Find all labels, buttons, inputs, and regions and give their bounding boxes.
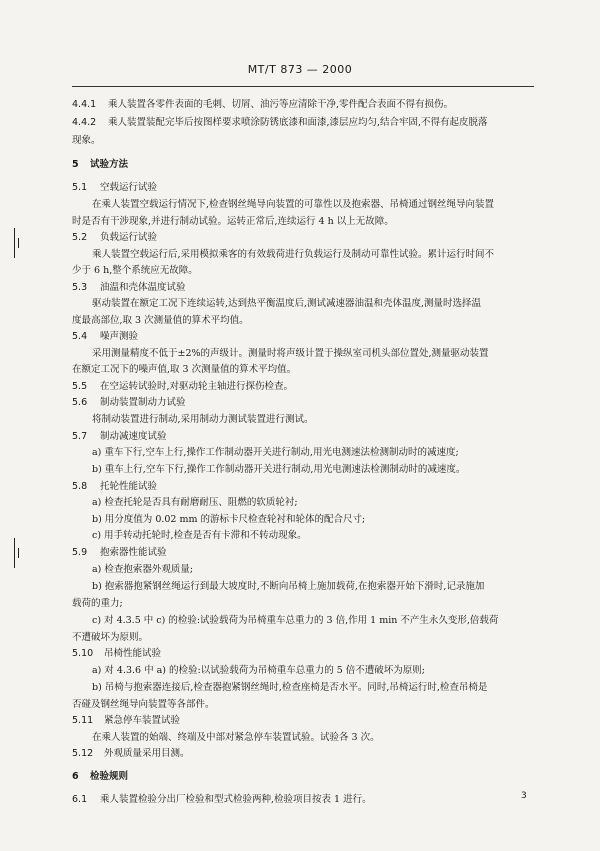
clause-number: 5.11 (72, 715, 94, 726)
line-text: 现象。 (72, 135, 101, 146)
clause-number: 5.10 (72, 648, 94, 659)
list-item: b) 抱索器抱紧钢丝绳运行到最大坡度时,不断向吊椅上施加载荷,在抱索器开始下滑时,记录施加 (92, 581, 485, 592)
line-text: 将制动装置进行制动,采用制动力测试装置进行测试。 (92, 414, 314, 425)
page-number: 3 (521, 791, 527, 801)
line-text: 乘人装置各零件表面的毛刺、切屑、油污等应清除干净,零件配合表面不得有损伤。 (108, 99, 454, 110)
list-item: c) 对 4.3.5 中 c) 的检验:试验载荷为吊椅重车总重力的 3 倍,作用 1 min 不产生永久变形,倍载荷 (92, 615, 499, 626)
line-text: 在乘人装置空载运行情况下,检查钢丝绳导向装置的可靠性以及抱索器、吊椅通过钢丝绳导向装置 (92, 199, 495, 210)
section-number: 5 (72, 159, 79, 170)
line-text: 少于 6 h,整个系统应无故障。 (72, 265, 198, 276)
clause-title: 托轮性能试验 (100, 481, 158, 492)
clause-number: 5.1 (72, 182, 88, 193)
change-bar-mark (14, 228, 21, 258)
line-text: 乘人装置空载运行后,采用模拟乘客的有效载荷进行负载运行及制动可靠性试验。累计运行时间不 (92, 249, 495, 260)
header-rule (72, 86, 534, 87)
section-title: 试验方法 (90, 159, 129, 170)
line-text: 载荷的重力; (72, 598, 123, 609)
list-item: b) 用分度值为 0.02 mm 的游标卡尺检查轮衬和轮体的配合尺寸; (92, 514, 366, 525)
change-bar-mark (14, 538, 21, 568)
clause-number: 5.2 (72, 232, 88, 243)
list-item: b) 重车上行,空车下行,操作工作制动器开关进行制动,用光电测速法检测制动时的减速度。 (92, 464, 466, 475)
line-text: 不遭破坏为原则。 (72, 632, 149, 643)
line-text: 在空运转试验时,对驱动轮主轴进行探伤检查。 (100, 381, 294, 392)
clause-number: 5.9 (72, 547, 88, 558)
clause-title: 吊椅性能试验 (104, 648, 162, 659)
section-title: 检验规则 (90, 771, 129, 782)
line-text: 时是否有干涉现象,并进行制动试验。运转正常后,连续运行 4 h 以上无故障。 (72, 216, 394, 227)
clause-title: 制动装置制动力试验 (100, 397, 186, 408)
line-text: 乘人装置检验分出厂检验和型式检验两种,检验项目按表 1 进行。 (100, 794, 372, 805)
list-item: a) 检查抱索器外观质量; (92, 564, 194, 575)
line-text: 驱动装置在额定工况下连续运转,达到热平衡温度后,测试减速器油温和壳体温度,测量时选择温 (92, 298, 482, 309)
clause-number: 4.4.1 (72, 99, 97, 110)
clause-title: 紧急停车装置试验 (104, 715, 181, 726)
line-text: 采用测量精度不低于±2%的声级计。测量时将声级计置于操纵室司机头部位置处,测量驱动装置 (92, 348, 489, 359)
list-item: a) 重车下行,空车上行,操作工作制动器开关进行制动,用光电测速法检测制动时的减速度; (92, 447, 459, 458)
line-text: 否碰及钢丝绳导向装置等各部件。 (72, 699, 215, 710)
clause-number: 4.4.2 (72, 117, 97, 128)
clause-number: 5.12 (72, 748, 94, 759)
list-item: c) 用手转动托轮时,检查是否有卡滞和不转动现象。 (92, 530, 307, 541)
line-text: 外观质量采用目测。 (104, 748, 190, 759)
list-item: a) 对 4.3.6 中 a) 的检验:以试验载荷为吊椅重车总重力的 5 倍不遭破坏为原则; (92, 665, 425, 676)
clause-number: 5.5 (72, 381, 88, 392)
line-text: 在乘人装置的始端、终端及中部对紧急停车装置试验。试验各 3 次。 (92, 732, 380, 743)
clause-number: 5.3 (72, 282, 88, 293)
line-text: 乘人装置装配完毕后按图样要求喷涂防锈底漆和面漆,漆层应均匀,结合牢固,不得有起皮脱落 (108, 117, 488, 128)
clause-title: 制动减速度试验 (100, 431, 167, 442)
clause-title: 油温和壳体温度试验 (100, 282, 186, 293)
page-header: MT/T 873 — 2000 (247, 63, 353, 76)
line-text: 在额定工况下的噪声值,取 3 次测量值的算术平均值。 (72, 364, 297, 375)
clause-number: 6.1 (72, 794, 88, 805)
list-item: a) 检查托轮是否具有耐磨耐压、阻燃的软质轮衬; (92, 497, 298, 508)
clause-title: 抱索器性能试验 (100, 547, 167, 558)
section-number: 6 (72, 771, 79, 782)
clause-title: 噪声测验 (100, 331, 139, 342)
list-item: b) 吊椅与抱索器连接后,检查器抱紧钢丝绳时,检查座椅是否水平。同时,吊椅运行时,检查吊椅是 (92, 682, 488, 693)
clause-title: 空载运行试验 (100, 182, 158, 193)
clause-number: 5.6 (72, 397, 88, 408)
clause-number: 5.8 (72, 481, 88, 492)
clause-number: 5.7 (72, 431, 88, 442)
line-text: 度最高部位,取 3 次测量值的算术平均值。 (72, 315, 249, 326)
clause-title: 负载运行试验 (100, 232, 158, 243)
clause-number: 5.4 (72, 331, 88, 342)
